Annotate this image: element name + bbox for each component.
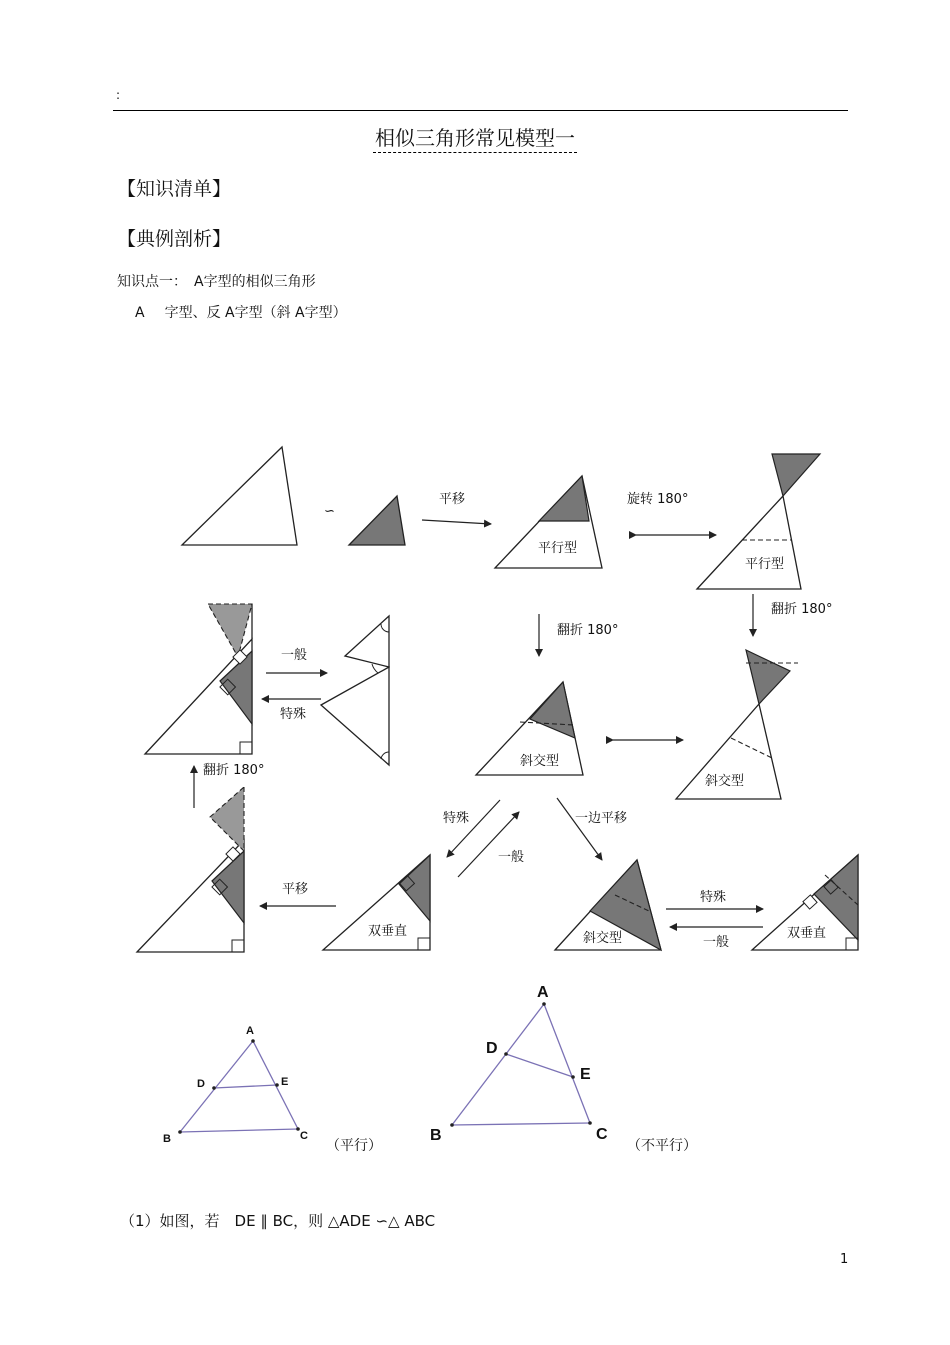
- fig2-point-b: B: [430, 1127, 442, 1144]
- label-flip-3: 翻折 180°: [203, 763, 265, 778]
- bowtie-upper-shade: [772, 454, 820, 496]
- similar-symbol: ∽: [324, 504, 335, 519]
- small-shaded-triangle: [349, 496, 405, 545]
- label-special-2: 特殊: [443, 811, 470, 826]
- label-oblique-center: 斜交型: [520, 754, 560, 769]
- fig1-point-b: B: [163, 1133, 171, 1145]
- fig2-point-a: A: [537, 984, 549, 1001]
- figure-parallel: [163, 1025, 382, 1154]
- arrow-special-2: [447, 800, 500, 857]
- fig2-point-e: E: [580, 1066, 591, 1083]
- label-general-2: 一般: [498, 850, 525, 865]
- subtitle-a: A: [135, 305, 145, 321]
- fig1-point-a: A: [246, 1025, 254, 1037]
- label-special-3: 特殊: [700, 890, 727, 905]
- label-flip-1: 翻折 180°: [557, 623, 619, 638]
- label-oblique-lower: 斜交型: [583, 931, 623, 946]
- lower-stack-dashed-shade: [210, 787, 244, 851]
- page-number: 1: [840, 1252, 849, 1267]
- bowtie-lower: [697, 496, 801, 589]
- fig1-point-d: D: [197, 1078, 205, 1090]
- butterfly-angle-2: [372, 664, 378, 673]
- fig1-caption: （平行）: [326, 1138, 382, 1154]
- label-parallel-1: 平行型: [538, 541, 578, 556]
- arrow-one-side: [557, 798, 602, 860]
- parallel-shade-1: [539, 476, 589, 521]
- section-examples: 【典例剖析】: [117, 228, 232, 250]
- label-parallel-2: 平行型: [745, 557, 785, 572]
- fig2-point-d: D: [486, 1040, 498, 1057]
- big-triangle: [182, 447, 297, 545]
- label-double-perp-2: 双垂直: [787, 926, 827, 941]
- arrow-translate-1: [422, 520, 491, 524]
- fig1-point-c: C: [300, 1130, 308, 1142]
- label-translate-2: 平移: [282, 882, 309, 897]
- label-special-1: 特殊: [280, 707, 307, 722]
- label-translate-1: 平移: [439, 492, 466, 507]
- label-oblique-right: 斜交型: [705, 774, 745, 789]
- statement: （1）如图，若 DE ∥ BC，则 △ADE ∽△ ABC: [120, 1212, 436, 1230]
- fig2-caption: （不平行）: [627, 1138, 697, 1154]
- label-general-3: 一般: [703, 935, 730, 950]
- label-one-side: 一边平移: [575, 811, 628, 826]
- figure-not-parallel: [430, 984, 697, 1154]
- fig1-point-e: E: [281, 1076, 289, 1088]
- knowledge-point: 知识点一： A字型的相似三角形: [117, 274, 316, 290]
- label-rotate: 旋转 180°: [627, 492, 689, 507]
- header-mark: :: [116, 88, 121, 102]
- butterfly-left: [345, 616, 389, 667]
- fig2-point-c: C: [596, 1126, 608, 1143]
- butterfly-right: [321, 667, 389, 765]
- title-text: 相似三角形常见模型一: [373, 126, 577, 153]
- subtitle-b: 字型、反 A字型（斜 A字型）: [164, 305, 347, 321]
- section-knowledge-list: 【知识清单】: [117, 178, 232, 200]
- label-general-1: 一般: [281, 648, 308, 663]
- oblique-bowtie-shade: [746, 650, 790, 704]
- label-double-perp-1: 双垂直: [368, 924, 408, 939]
- label-flip-2: 翻折 180°: [771, 602, 833, 617]
